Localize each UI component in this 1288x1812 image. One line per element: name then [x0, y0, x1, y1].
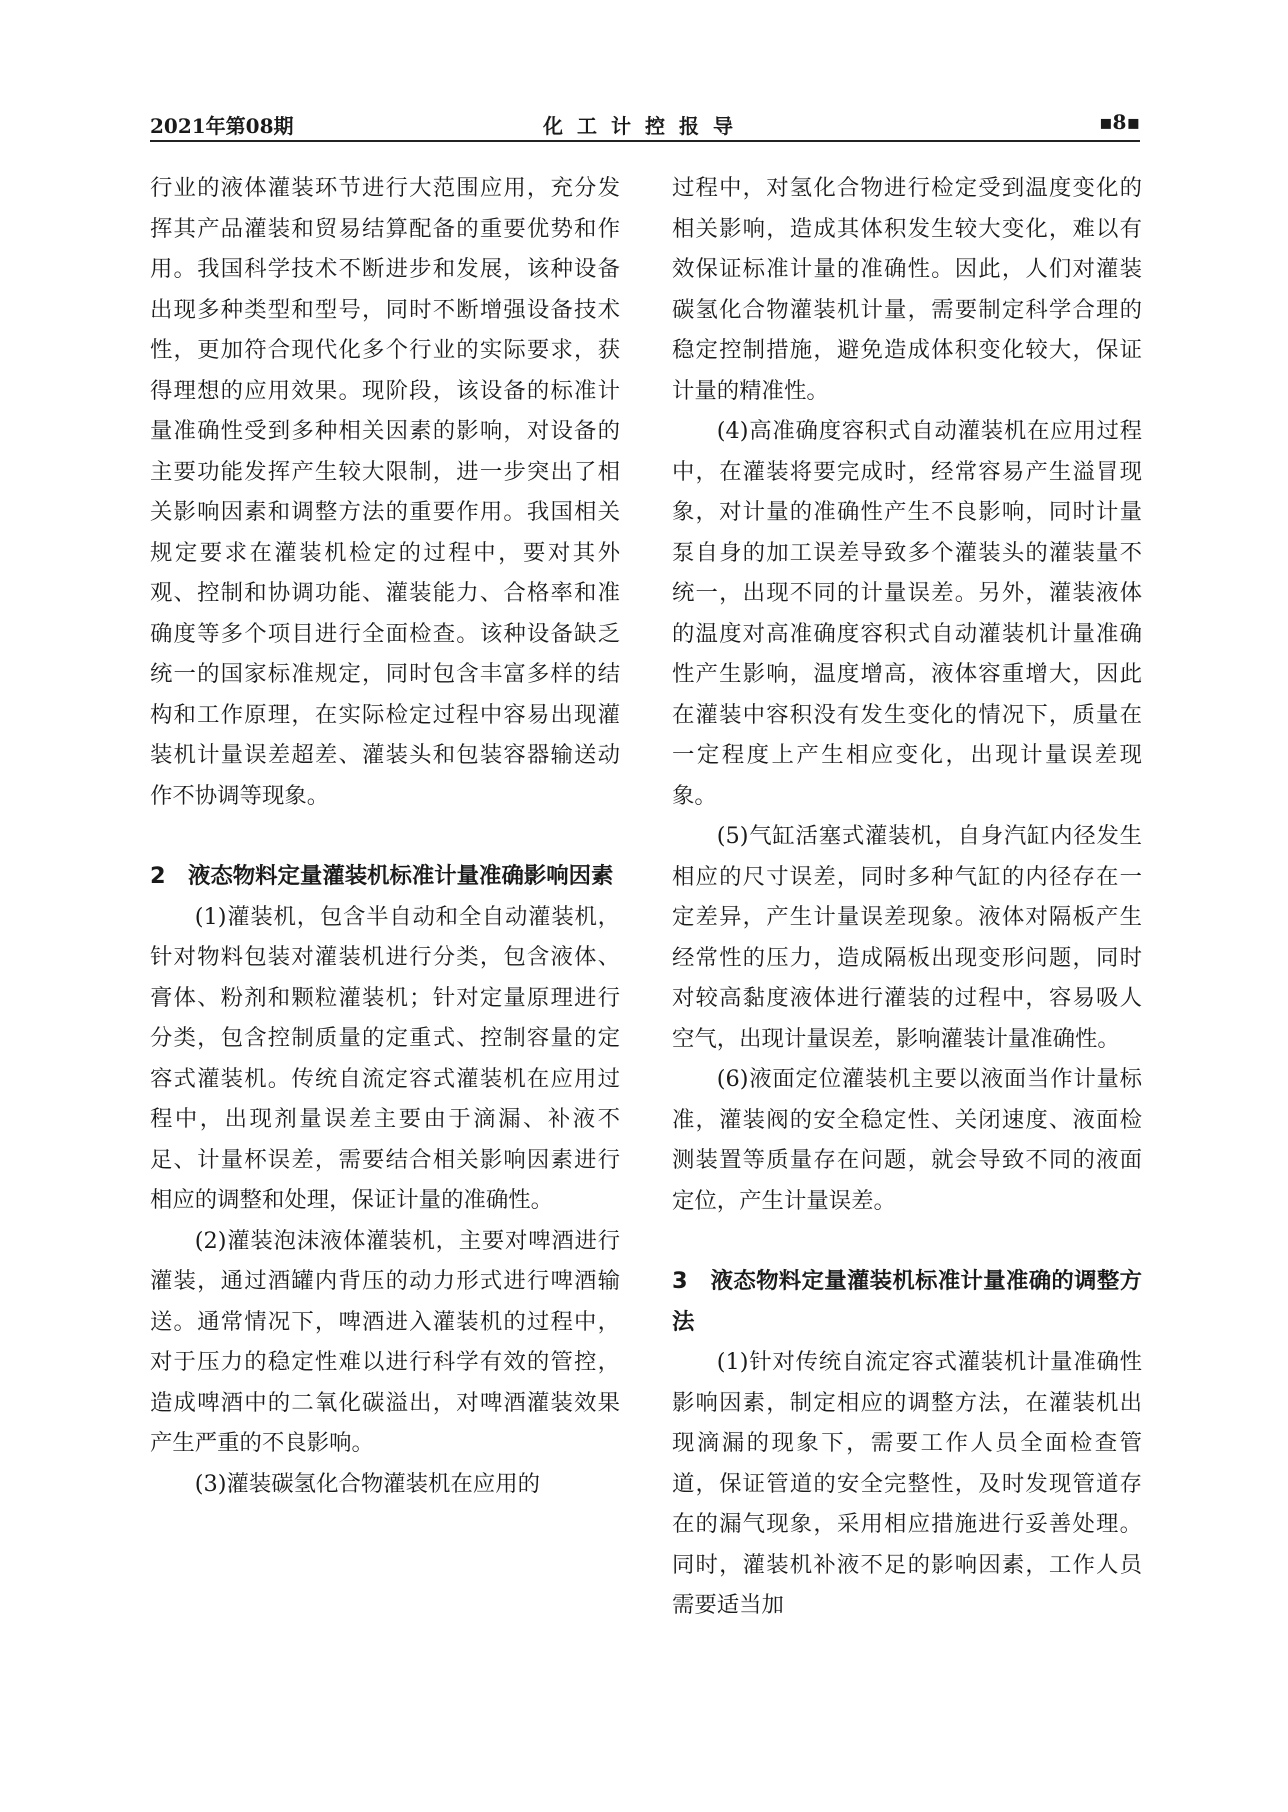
running-header — [150, 104, 1140, 142]
page-number: ▪8▪ — [1098, 110, 1140, 134]
paragraph: (3)灌装碳氢化合物灌装机在应用的 — [194, 1470, 540, 1497]
paragraph: 行业的液体灌装环节进行大范围应用，充分发挥其产品灌装和贸易结算配备的重要优势和作用。我国科学技术不断进步和发展，该种设备出现多种类型和型号，同时不断增强设备技术性，更加符合现代化多个行业的实际要求，获得理想的应用效果。现阶段，该设备的标准计量准确性受到多种相关因素的影响，对设备的主要功能发挥产生较大限制，进一步突出了相关影响因素和调整方法的重要作用。我国相关规定要求在灌装机检定的过程中，要对其外观、控制和协调功能、灌装能力、合格率和准确度等多个项目进行全面检查。该种设备缺乏统一的国家标准规定，同时包含丰富多样的结构和工作原理，在实际检定过程中容易出现灌装机计量误差超差、灌装头和包装容器输送动作不协调等现象。 — [150, 175, 620, 809]
issue-label: 2021年第08期 — [150, 114, 294, 138]
section-heading-2: 2 液态物料定量灌装机标准计量准确影响因素 — [150, 863, 614, 889]
paragraph: (2)灌装泡沫液体灌装机，主要对啤酒进行灌装，通过酒罐内背压的动力形式进行啤酒输送。通常情况下，啤酒进入灌装机的过程中，对于压力的稳定性难以进行科学有效的管控，造成啤酒中的二氧化碳溢出，对啤酒灌装效果产生严重的不良影响。 — [150, 1227, 620, 1456]
paragraph: (4)高准确度容积式自动灌装机在应用过程中，在灌装将要完成时，经常容易产生溢冒现象，对计量的准确性产生不良影响，同时计量泵自身的加工误差导致多个灌装头的灌装量不统一，出现不同的计量误差。另外，灌装液体的温度对高准确度容积式自动灌装机计量准确性产生影响，温度增高，液体容重增大，因此在灌装中容积没有发生变化的情况下，质量在一定程度上产生相应变化，出现计量误差现象。 — [672, 418, 1142, 809]
paragraph: (6)液面定位灌装机主要以液面当作计量标准，灌装阀的安全稳定性、关闭速度、液面检测装置等质量存在问题，就会导致不同的液面定位，产生计量误差。 — [672, 1066, 1142, 1214]
paragraph: (1)灌装机，包含半自动和全自动灌装机，针对物料包装对灌装机进行分类，包含液体、膏体、粉剂和颗粒灌装机；针对定量原理进行分类，包含控制质量的定重式、控制容量的定容式灌装机。传统自流定容式灌装机在应用过程中，出现剂量误差主要由于滴漏、补液不足、计量杯误差，需要结合相关影响因素进行相应的调整和处理，保证计量的准确性。 — [150, 903, 620, 1213]
section-heading-3: 3 液态物料定量灌装机标准计量准确的调整方法 — [672, 1268, 1142, 1335]
paragraph: 过程中，对氢化合物进行检定受到温度变化的相关影响，造成其体积发生较大变化，难以有效保证标准计量的准确性。因此，人们对灌装碳氢化合物灌装机计量，需要制定科学合理的稳定控制措施，避免造成体积变化较大，保证计量的精准性。 — [672, 175, 1142, 404]
paragraph: (5)气缸活塞式灌装机，自身汽缸内径发生相应的尺寸误差，同时多种气缸的内径存在一定差异，产生计量误差现象。液体对隔板产生经常性的压力，造成隔板出现变形问题，同时对较高黏度液体进行灌装的过程中，容易吸人空气，出现计量误差，影响灌装计量准确性。 — [672, 823, 1142, 1052]
paragraph: (1)针对传统自流定容式灌装机计量准确性影响因素，制定相应的调整方法，在灌装机出现滴漏的现象下，需要工作人员全面检查管道，保证管道的安全完整性，及时发现管道存在的漏气现象，采用相应措施进行妥善处理。同时，灌装机补液不足的影响因素，工作人员需要适当加 — [672, 1349, 1142, 1618]
left-column — [150, 168, 620, 1504]
journal-title: 化工计控报导 — [543, 114, 747, 138]
right-column — [672, 168, 1142, 1626]
